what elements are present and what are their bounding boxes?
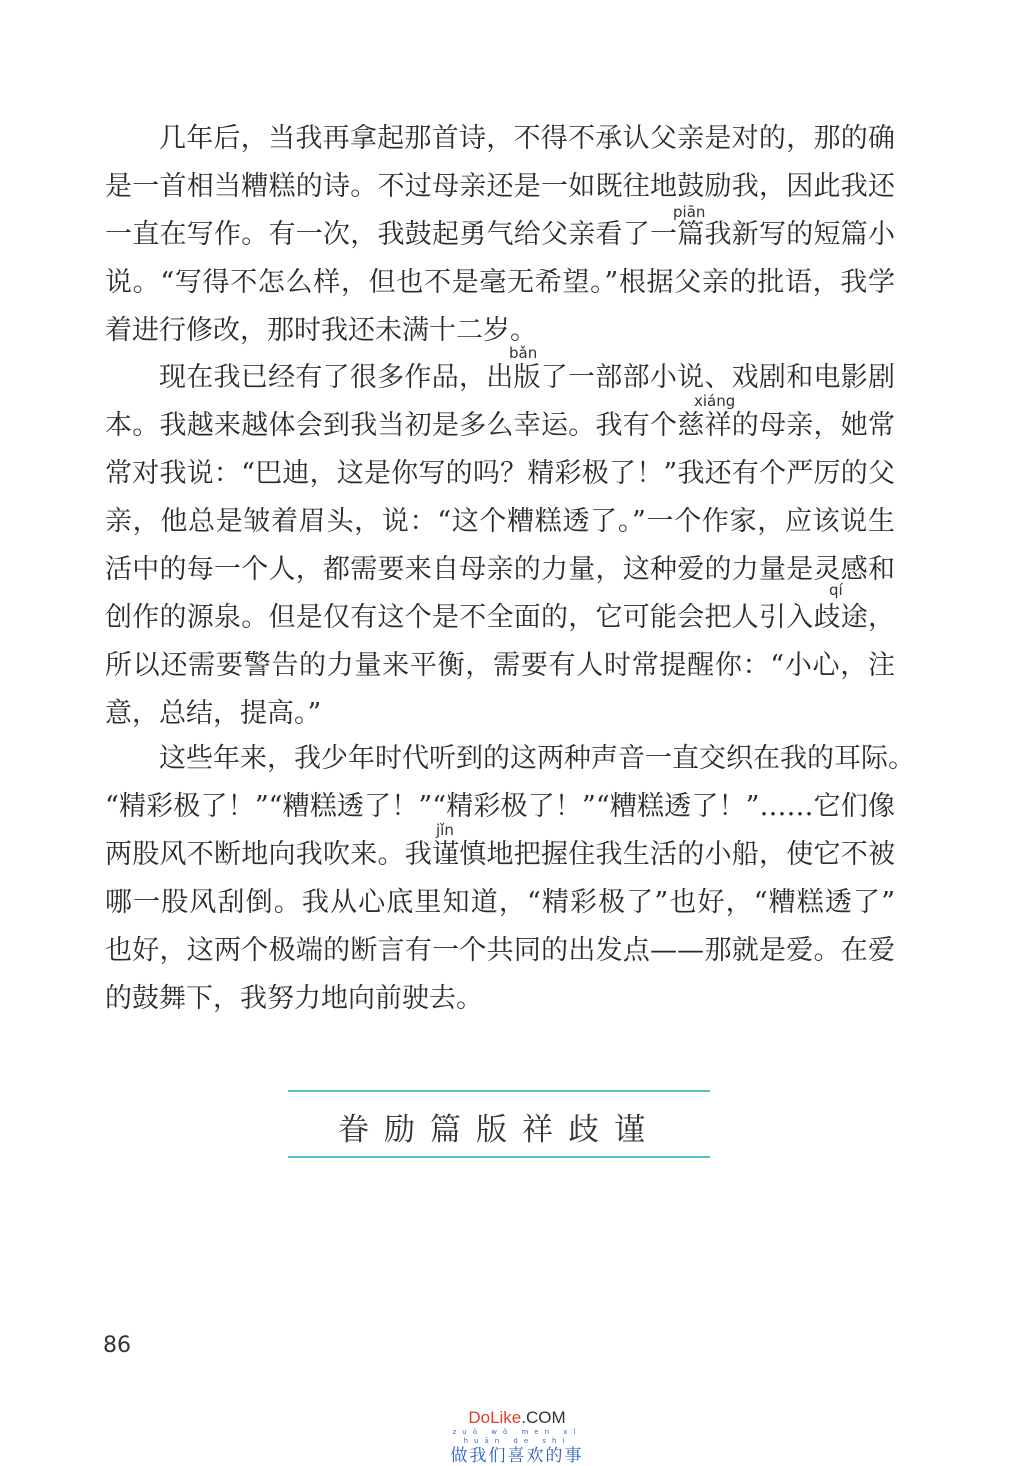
watermark-brand-name: DoLike xyxy=(468,1408,522,1427)
paragraph-line: 的鼓舞下，我努力地向前驶去。 xyxy=(105,983,483,1014)
watermark-brand-tld: .COM xyxy=(521,1408,566,1427)
vocab-top-rule xyxy=(288,1090,710,1092)
vocab-characters: 眷励篇版祥歧谨 xyxy=(338,1112,660,1148)
paragraph-line: 是一首相当糟糕的诗。不过母亲还是一如既往地鼓励我，因此我还 xyxy=(105,171,895,202)
page-number: 86 xyxy=(103,1333,131,1358)
paragraph-line: 创作的源泉。但是仅有这个是不全面的，它可能会把人引入歧途， xyxy=(105,602,895,633)
pinyin-qi: qí xyxy=(829,581,843,599)
paragraph-line: 活中的每一个人，都需要来自母亲的力量，这种爱的力量是灵感和 xyxy=(105,554,895,585)
paragraph-line: “精彩极了！”“糟糕透了！”“精彩极了！”“糟糕透了！”……它们像 xyxy=(105,791,895,822)
watermark-pinyin: zuò wǒ men xǐ huān de shì xyxy=(452,1428,582,1445)
paragraph-line: 常对我说：“巴迪，这是你写的吗？精彩极了！”我还有个严厉的父 xyxy=(105,458,895,489)
pinyin-pian: piān xyxy=(673,203,706,221)
paragraph-line: 一直在写作。有一次，我鼓起勇气给父亲看了一篇我新写的短篇小 xyxy=(105,219,895,250)
paragraph-line: 两股风不断地向我吹来。我谨慎地把握住我生活的小船，使它不被 xyxy=(105,839,895,870)
pinyin-jin: jǐn xyxy=(436,821,454,839)
watermark-brand xyxy=(432,1408,602,1428)
paragraph-line: 亲，他总是皱着眉头，说：“这个糟糕透了。”一个作家，应该说生 xyxy=(105,506,895,537)
paragraph-line: 说。“写得不怎么样，但也不是毫无希望。”根据父亲的批语，我学 xyxy=(105,267,895,298)
watermark-slogan: 做我们喜欢的事 xyxy=(450,1446,584,1466)
paragraph-line: 本。我越来越体会到我当初是多么幸运。我有个慈祥的母亲，她常 xyxy=(105,410,895,441)
paragraph-line: 几年后，当我再拿起那首诗，不得不承认父亲是对的，那的确 xyxy=(159,123,895,154)
pinyin-xiang: xiáng xyxy=(694,392,736,410)
paragraph-line: 现在我已经有了很多作品，出版了一部部小说、戏剧和电影剧 xyxy=(159,362,895,393)
vocabulary-box xyxy=(288,1090,710,1158)
paragraph-line: 这些年来，我少年时代听到的这两种声音一直交织在我的耳际。 xyxy=(159,743,915,774)
paragraph-line: 着进行修改，那时我还未满十二岁。 xyxy=(105,315,537,346)
watermark xyxy=(432,1408,602,1466)
paragraph-line: 也好，这两个极端的断言有一个共同的出发点——那就是爱。在爱 xyxy=(105,935,895,966)
pinyin-ban: bǎn xyxy=(509,344,538,362)
paragraph-line: 哪一股风刮倒。我从心底里知道，“精彩极了”也好，“糟糕透了” xyxy=(105,887,895,918)
paragraph-line: 意，总结，提高。” xyxy=(105,698,322,729)
vocab-bottom-rule xyxy=(288,1156,710,1158)
paragraph-line: 所以还需要警告的力量来平衡，需要有人时常提醒你：“小心，注 xyxy=(105,650,895,681)
